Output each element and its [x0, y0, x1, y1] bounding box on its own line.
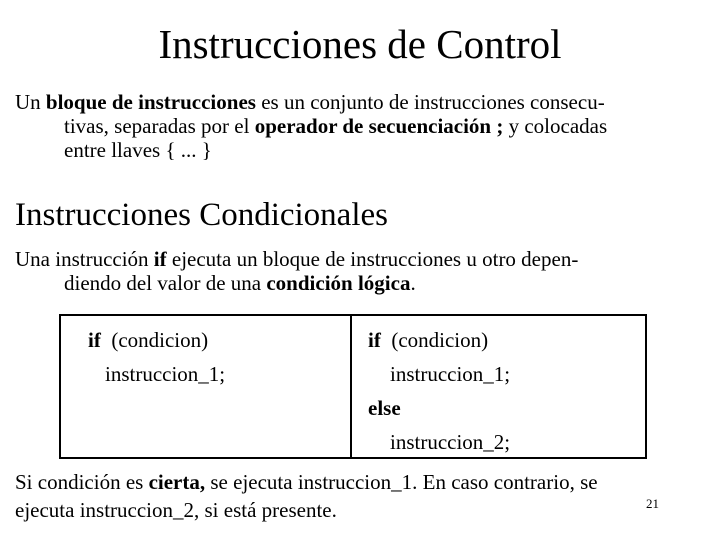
code-cell-if-else [352, 316, 645, 457]
page-number: 21 [646, 496, 659, 511]
text: se ejecuta instruccion_1. En caso contrario, se [205, 470, 598, 494]
code-line-statement-1: instruccion_1; [390, 362, 511, 386]
if-paragraph [15, 247, 705, 295]
slide-title: Instrucciones de Control [158, 21, 562, 67]
block-paragraph-line-2 [15, 114, 705, 138]
text: Si condición es [15, 470, 149, 494]
code-line-else [368, 395, 401, 421]
text: tivas, separadas por el [64, 114, 255, 138]
text: Un [15, 90, 46, 114]
code-line-if [368, 327, 488, 353]
closing-paragraph-line-1 [15, 468, 705, 496]
bold-term: cierta, [148, 470, 206, 494]
text: entre llaves { ... } [64, 138, 212, 162]
block-paragraph-line-1 [15, 90, 705, 114]
if-paragraph-line-2 [15, 271, 705, 295]
block-paragraph [15, 90, 705, 162]
section-heading: Instrucciones Condicionales [15, 197, 388, 233]
text: es un conjunto de instrucciones consecu- [255, 90, 605, 114]
code-table [59, 314, 647, 459]
keyword-if: if [368, 328, 381, 352]
keyword-if: if [88, 328, 101, 352]
condition-text: (condicion) [100, 328, 209, 352]
text: y colocadas [503, 114, 608, 138]
text: . [410, 271, 416, 295]
code-line-if [88, 327, 208, 353]
closing-paragraph [15, 468, 705, 524]
text: ejecuta un bloque de instrucciones u otro depen- [166, 247, 579, 271]
text: Una instrucción [15, 247, 154, 271]
code-cell-if [61, 316, 352, 457]
bold-term: if [153, 247, 167, 271]
text: diendo del valor de una [64, 271, 267, 295]
closing-paragraph-line-2 [15, 496, 705, 524]
keyword-else: else [368, 396, 401, 420]
block-paragraph-line-3 [15, 138, 705, 162]
code-line-statement-2: instruccion_2; [390, 430, 511, 454]
condition-text: (condicion) [380, 328, 489, 352]
if-paragraph-line-1 [15, 247, 705, 271]
text: ejecuta instruccion_2, si está presente. [15, 498, 337, 522]
bold-term: bloque de instrucciones [45, 90, 256, 114]
code-line-statement: instruccion_1; [105, 362, 226, 386]
bold-term: operador de secuenciación ; [254, 114, 504, 138]
bold-term: condición lógica [266, 271, 411, 295]
